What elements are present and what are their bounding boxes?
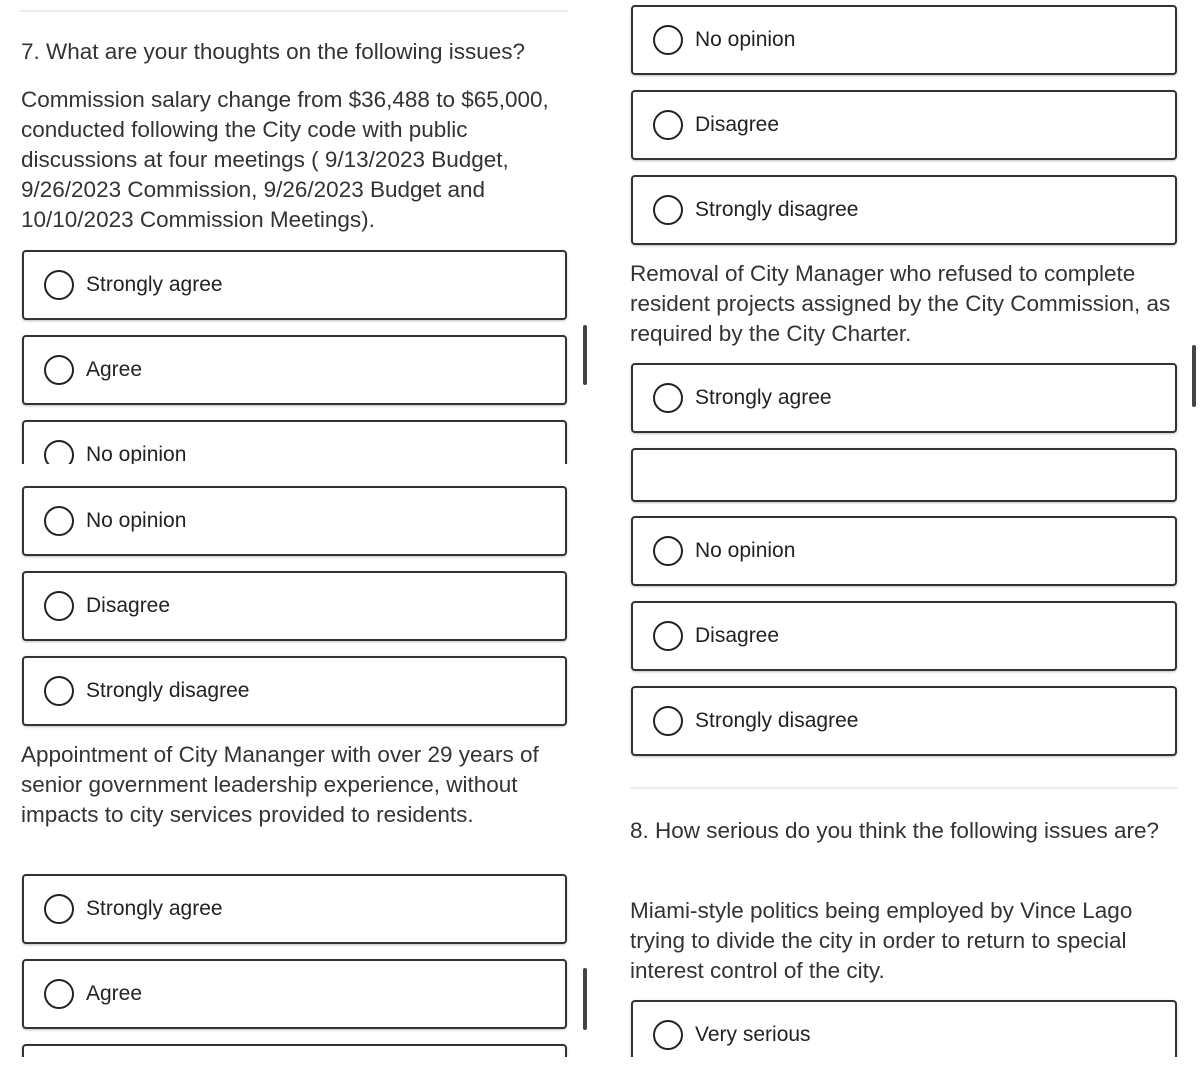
option-no-opinion[interactable] [22,486,567,556]
clipped-option-edge [0,1040,600,1057]
question-8-title: 8. How serious do you think the following issues are? [630,818,1160,843]
option-label: Strongly disagree [695,709,859,732]
radio-circle-icon[interactable] [44,979,74,1009]
section-divider [20,10,568,12]
option-no-opinion[interactable] [22,420,567,464]
question-7-title: 7. What are your thoughts on the following issues? [21,39,526,64]
option-strongly-agree[interactable] [22,874,567,944]
option-disagree[interactable] [631,90,1177,160]
radio-circle-icon[interactable] [653,383,683,413]
option-label: Disagree [695,113,780,136]
clipped-screenshot-edge [0,410,600,464]
question-7-statement-city-manager-appointment: Appointment of City Mananger with over 29 years of senior government leadership experience, without impacts to city services provided to residents. [21,742,539,827]
option-label: Strongly disagree [695,198,859,221]
radio-circle-icon[interactable] [44,591,74,621]
scrollbar-thumb[interactable] [583,968,587,1030]
option-agree[interactable] [22,959,567,1029]
clipped-screenshot-edge [600,446,1200,504]
option-label: Strongly disagree [86,679,250,702]
radio-circle-icon[interactable] [44,270,74,300]
question-8-statement-miami-politics: Miami-style politics being employed by Vince Lago trying to divide the city in order to return to special interest control of the city. [630,898,1133,983]
option-strongly-disagree[interactable] [631,686,1177,756]
radio-circle-icon[interactable] [653,536,683,566]
section-divider [630,787,1178,789]
radio-circle-icon[interactable] [44,355,74,385]
option-label: Agree [86,982,143,1005]
option-label: Disagree [86,594,171,617]
option-label: Disagree [695,624,780,647]
scrollbar-thumb[interactable] [583,325,587,385]
option-no-opinion[interactable] [631,516,1177,586]
option-disagree[interactable] [631,601,1177,671]
right-column [600,0,1200,1065]
option-agree[interactable] [22,335,567,405]
clipped-screenshot-edge [600,995,1200,1057]
radio-circle-icon[interactable] [653,706,683,736]
radio-circle-icon[interactable] [653,621,683,651]
radio-circle-icon[interactable] [44,506,74,536]
option-label: Strongly agree [86,273,223,296]
option-label: Strongly agree [695,386,832,409]
radio-circle-icon[interactable] [653,195,683,225]
option-no-opinion[interactable] [631,5,1177,75]
option-label: No opinion [86,443,187,464]
option-label: Very serious [695,1023,811,1046]
radio-circle-icon[interactable] [653,1020,683,1050]
option-label: No opinion [695,539,796,562]
radio-circle-icon[interactable] [44,894,74,924]
option-label: Agree [86,358,143,381]
question-7-statement-salary: Commission salary change from $36,488 to $65,000, conducted following the City code with public discussions at four meetings ( 9/13/2023 Budget, 9/26/2023 Commission, 9/26/2023 Budget and 10/10/2023 Commission Meetings). [21,87,549,232]
option-disagree[interactable] [22,571,567,641]
option-label: No opinion [86,509,187,532]
radio-circle-icon[interactable] [653,25,683,55]
scrollbar-thumb[interactable] [1192,345,1196,407]
option-partial[interactable] [22,1044,567,1057]
question-7-statement-city-manager-removal: Removal of City Manager who refused to complete resident projects assigned by the City Commission, as required by the City Charter. [630,261,1171,346]
option-very-serious[interactable] [631,1000,1177,1057]
option-strongly-disagree[interactable] [631,175,1177,245]
option-strongly-agree[interactable] [22,250,567,320]
radio-circle-icon[interactable] [44,676,74,706]
option-strongly-agree[interactable] [631,363,1177,433]
radio-circle-icon[interactable] [653,110,683,140]
option-partial[interactable] [631,448,1177,502]
option-label: No opinion [695,28,796,51]
option-label: Strongly agree [86,897,223,920]
option-strongly-disagree[interactable] [22,656,567,726]
radio-circle-icon[interactable] [44,440,74,464]
